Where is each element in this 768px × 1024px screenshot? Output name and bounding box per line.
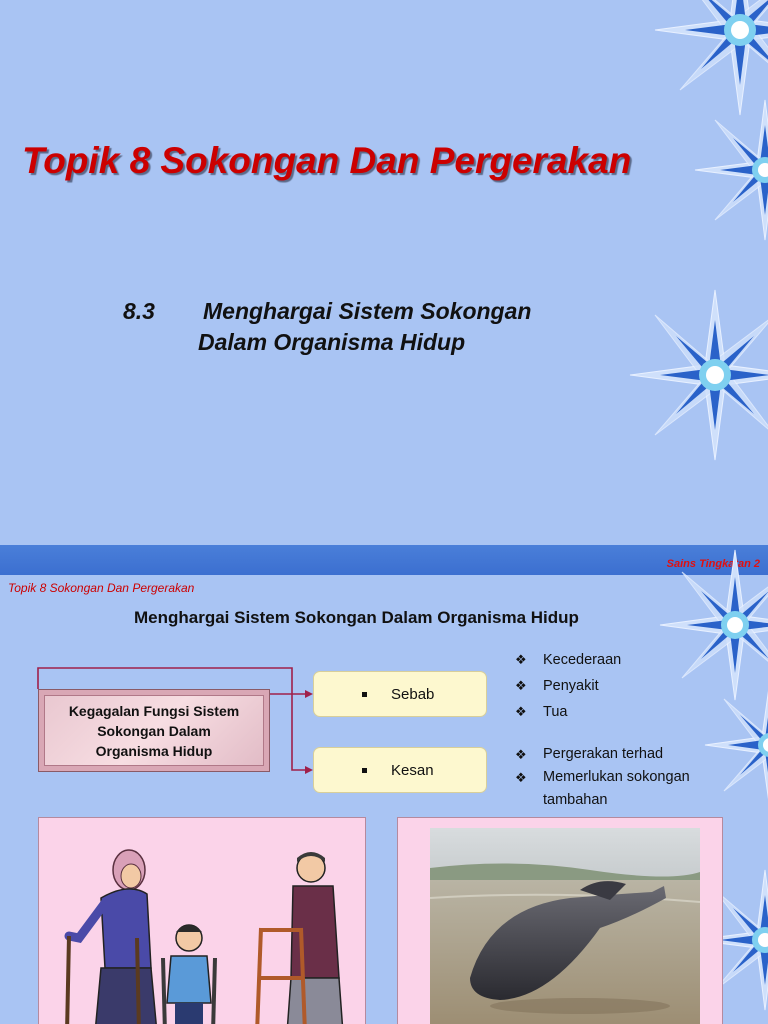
diamond-bullet-icon: ❖ (515, 652, 527, 667)
stranded-whale-picture (397, 817, 723, 1024)
list-item: ❖ Tua (515, 699, 621, 725)
diamond-bullet-icon: ❖ (515, 747, 527, 762)
whale-photo (430, 828, 700, 1024)
sebab-box (313, 671, 487, 717)
page-title: Topik 8 Sokongan Dan Pergerakan (22, 140, 632, 181)
square-bullet-icon (362, 768, 367, 773)
snowflake-star-icon (690, 95, 768, 245)
list-item: ❖ Memerlukan sokongan tambahan (515, 766, 725, 812)
subtitle-number: 8.3 (123, 298, 155, 324)
course-label: Sains Tingkatan 2 (666, 558, 760, 570)
diamond-bullet-icon: ❖ (515, 678, 527, 693)
slide-separator-band (0, 545, 768, 575)
square-bullet-icon (362, 692, 367, 697)
list-item: ❖ Kecederaan (515, 647, 621, 673)
sebab-label: Sebab (391, 685, 435, 703)
kesan-label: Kesan (391, 761, 434, 779)
snowflake-star-icon (625, 285, 768, 465)
sebab-list (515, 647, 621, 725)
subtitle-line-2: Dalam Organisma Hidup (198, 329, 466, 355)
illustration-walking-aids (38, 817, 366, 1024)
kesan-list (515, 743, 725, 812)
subtitle-line-1 (123, 298, 531, 325)
kesan-box (313, 747, 487, 793)
elderly-people-illustration (39, 818, 366, 1024)
subtitle-text-1: Menghargai Sistem Sokongan (203, 298, 532, 324)
content-slide (0, 575, 768, 1024)
main-concept-box (38, 689, 270, 772)
main-concept-text: Kegagalan Fungsi Sistem Sokongan Dalam Organisma Hidup (68, 702, 240, 759)
list-item: ❖ Penyakit (515, 673, 621, 699)
topic-header: Topik 8 Sokongan Dan Pergerakan (8, 581, 195, 595)
list-item: ❖ Pergerakan terhad (515, 743, 725, 766)
diamond-bullet-icon: ❖ (515, 704, 527, 719)
section-heading: Menghargai Sistem Sokongan Dalam Organisma Hidup (134, 608, 579, 627)
diamond-bullet-icon: ❖ (515, 770, 527, 785)
